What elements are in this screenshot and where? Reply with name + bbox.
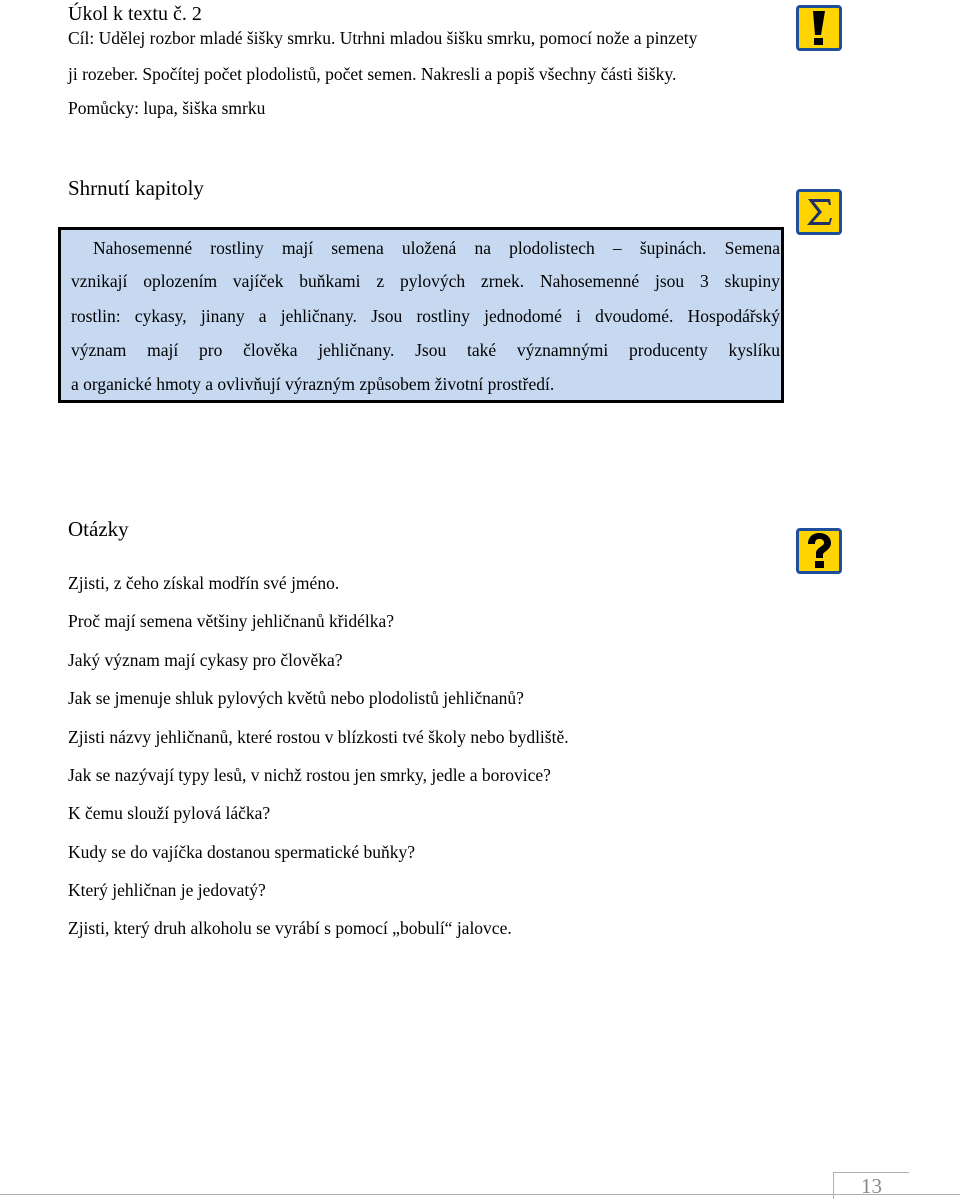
summary-line: a organické hmoty a ovlivňují výrazným způsobem životní prostředí.	[71, 374, 555, 394]
task-tools-line: Pomůcky: lupa, šiška smrku	[68, 98, 266, 118]
question-item: Jaký význam mají cykasy pro člověka?	[68, 650, 343, 670]
exclamation-icon	[796, 5, 842, 51]
questions-heading: Otázky	[68, 517, 129, 541]
question-item: Zjisti, z čeho získal modřín své jméno.	[68, 573, 340, 593]
summary-heading: Shrnutí kapitoly	[68, 176, 204, 200]
summary-line: vznikají oplozením vajíček buňkami z pylových zrnek. Nahosemenné jsou 3 skupiny	[71, 271, 780, 291]
question-item: Zjisti, který druh alkoholu se vyrábí s pomocí „bobulí“ jalovce.	[68, 918, 512, 938]
footer-rule	[0, 1194, 960, 1195]
question-item: Kudy se do vajíčka dostanou spermatické buňky?	[68, 842, 415, 862]
page-number: 13	[861, 1174, 882, 1198]
question-item: Jak se jmenuje shluk pylových květů nebo plodolistů jehličnanů?	[68, 688, 524, 708]
task-title: Úkol k textu č. 2	[68, 3, 202, 25]
question-mark-icon	[796, 528, 842, 574]
question-item: K čemu slouží pylová láčka?	[68, 803, 271, 823]
task-goal-line-1: Cíl: Udělej rozbor mladé šišky smrku. Utrhni mladou šišku smrku, pomocí nože a pinzety	[68, 28, 698, 48]
question-item: Který jehličnan je jedovatý?	[68, 880, 266, 900]
question-item: Proč mají semena většiny jehličnanů křidélka?	[68, 611, 395, 631]
question-item: Zjisti názvy jehličnanů, které rostou v blízkosti tvé školy nebo bydliště.	[68, 727, 569, 747]
summary-box	[58, 227, 784, 403]
page-number-box	[833, 1172, 909, 1199]
summary-line: význam mají pro člověka jehličnany. Jsou také významnými producenty kyslíku	[71, 340, 780, 360]
summary-line: rostlin: cykasy, jinany a jehličnany. Jsou rostliny jednodomé i dvoudomé. Hospodářský	[71, 306, 780, 326]
task-goal-line-2: ji rozeber. Spočítej počet plodolistů, počet semen. Nakresli a popiš všechny části šišky.	[68, 64, 677, 84]
summary-line: Nahosemenné rostliny mají semena uložená na plodolistech – šupinách. Semena	[93, 238, 780, 258]
sigma-icon	[796, 189, 842, 235]
question-item: Jak se nazývají typy lesů, v nichž rostou jen smrky, jedle a borovice?	[68, 765, 551, 785]
